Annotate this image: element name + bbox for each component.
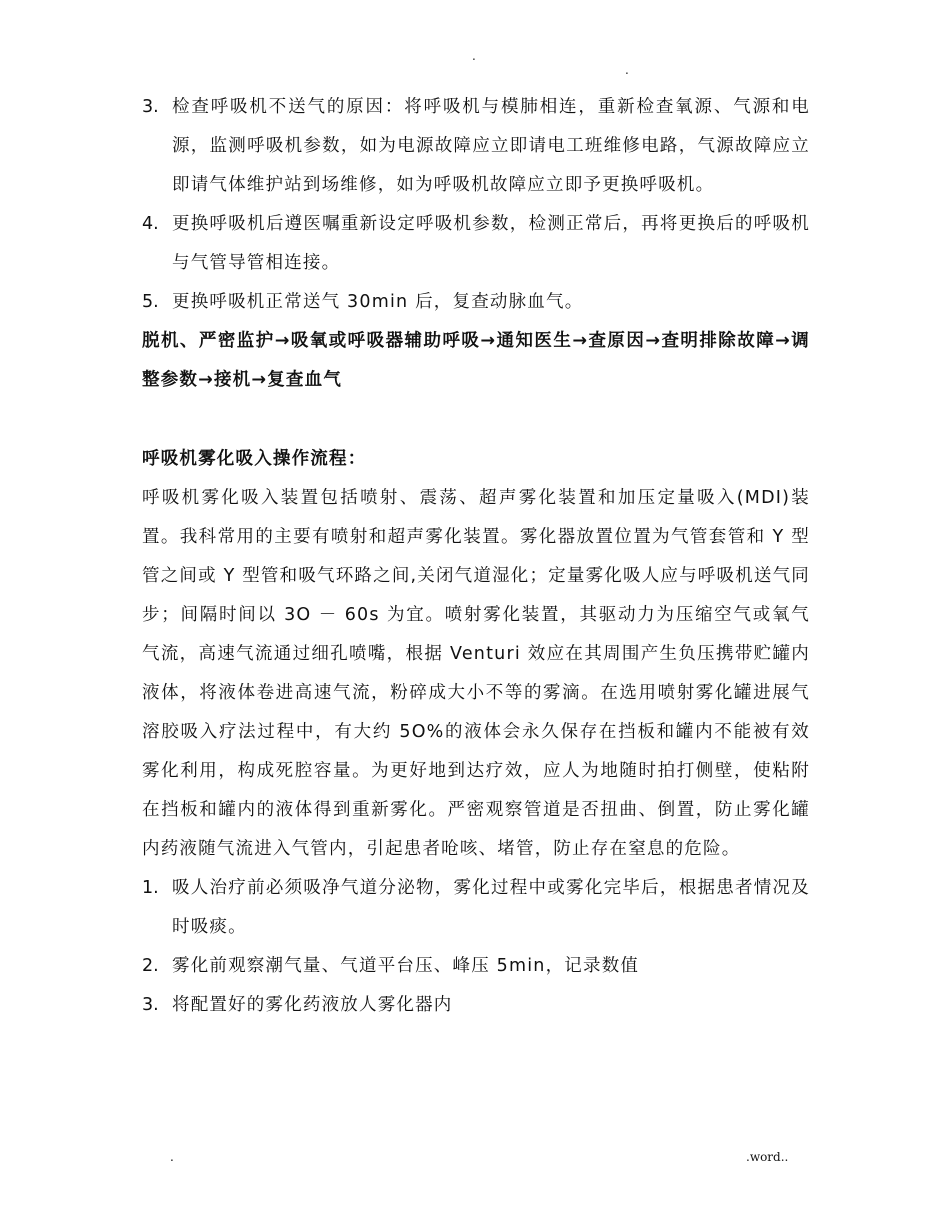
list-item-text: 检查呼吸机不送气的原因：将呼吸机与模肺相连，重新检查氧源、气源和电源，监测呼吸机参数，如为电源故障应立即请电工班维修电路，气源故障应立即请气体维护站到场维修，如为呼吸机故障应立即予更换呼吸机。	[172, 97, 810, 195]
footer-dot: .	[170, 1150, 174, 1164]
document-body	[142, 88, 810, 1025]
list-item	[142, 283, 810, 322]
list-item-text: 将配置好的雾化药液放人雾化器内	[172, 995, 453, 1015]
list-item-text: 更换呼吸机后遵医嘱重新设定呼吸机参数，检测正常后，再将更换后的呼吸机与气管导管相连接。	[172, 214, 810, 273]
list-item	[142, 869, 810, 947]
header-dot-left: .	[472, 49, 476, 63]
header-dot-right: .	[625, 63, 629, 77]
footer-word-label: .word..	[746, 1150, 789, 1164]
list-item-number: 1.	[142, 878, 159, 898]
list-item-text: 吸人治疗前必须吸净气道分泌物，雾化过程中或雾化完毕后，根据患者情况及时吸痰。	[172, 878, 810, 937]
list-item-number: 2.	[142, 956, 159, 976]
list-item-number: 4.	[142, 214, 159, 234]
list-item-text: 更换呼吸机正常送气 30min 后，复查动脉血气。	[172, 292, 584, 312]
section-paragraph: 呼吸机雾化吸入装置包括喷射、震荡、超声雾化装置和加压定量吸入(MDI)装置。我科常用的主要有喷射和超声雾化装置。雾化器放置位置为气管套管和 Y 型管之间或 Y 型管和吸气环路之间,关闭气道湿化；定量雾化吸人应与呼吸机送气同步；间隔时间以 3O － 60s 为宜。喷射雾化装置，其驱动力为压缩空气或氧气气流，高速气流通过细孔喷嘴，根据 Venturi 效应在其周围产生负压携带贮罐内液体，将液体卷进高速气流，粉碎成大小不等的雾滴。在选用喷射雾化罐进展气溶胶吸入疗法过程中，有大约 5O%的液体会永久保存在挡板和罐内不能被有效雾化利用，构成死腔容量。为更好地到达疗效，应人为地随时拍打侧壁，使粘附在挡板和罐内的液体得到重新雾化。严密观察管道是否扭曲、倒置，防止雾化罐内药液随气流进入气管内，引起患者呛咳、堵管，防止存在窒息的危险。	[142, 488, 810, 859]
flow-summary: 脱机、严密监护→吸氧或呼吸器辅助呼吸→通知医生→查原因→查明排除故障→调整参数→接机→复查血气	[142, 331, 810, 390]
list-item-number: 5.	[142, 292, 159, 312]
spacer	[142, 400, 810, 440]
list-item	[142, 986, 810, 1025]
section-title: 呼吸机雾化吸入操作流程：	[142, 449, 367, 469]
list-item-number: 3.	[142, 995, 159, 1015]
list-item	[142, 88, 810, 205]
list-item-number: 3.	[142, 97, 159, 117]
list-item-text: 雾化前观察潮气量、气道平台压、峰压 5min，记录数值	[172, 956, 640, 976]
list-item	[142, 947, 810, 986]
list-item	[142, 205, 810, 283]
